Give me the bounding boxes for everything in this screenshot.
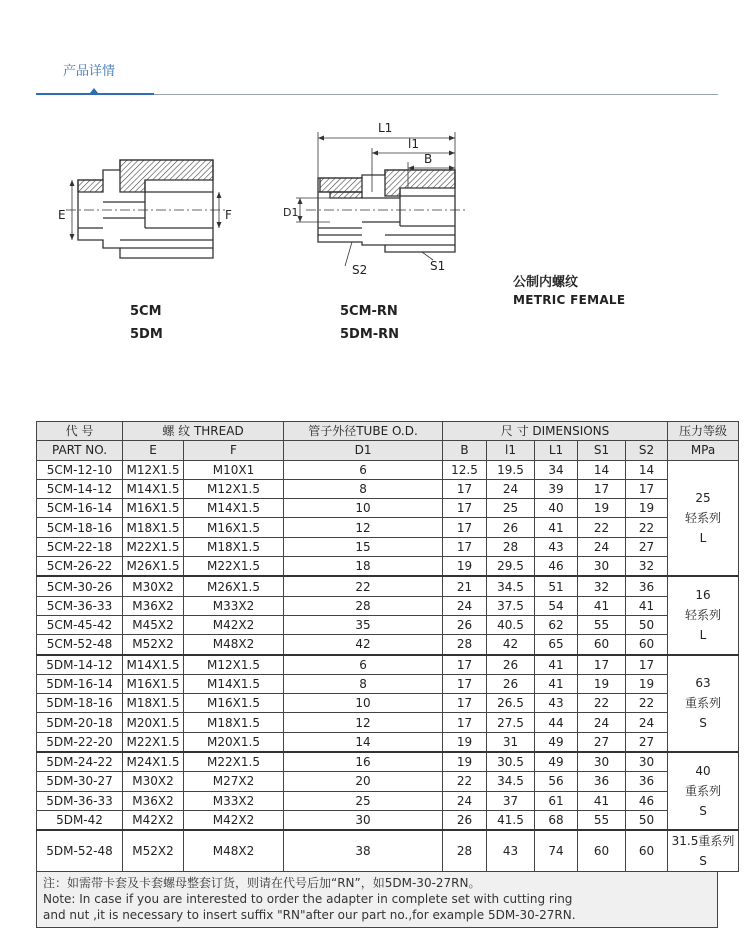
table-cell: 17 [443, 479, 487, 498]
header-accent-bar [36, 93, 154, 95]
table-cell: 28 [443, 830, 487, 872]
col-part-no: PART NO. [37, 441, 123, 460]
table-cell: 38 [284, 830, 443, 872]
table-cell: 41 [535, 674, 578, 693]
table-row [37, 752, 739, 772]
table-cell: 26.5 [487, 694, 535, 713]
note-en-line-1: Note: In case if you are interested to order the adapter in complete set with cutting ring [43, 892, 573, 907]
table-cell: M48X2 [184, 635, 284, 655]
table-cell: 49 [535, 732, 578, 752]
col-tube-header: 管子外径TUBE O.D. [284, 422, 443, 441]
table-cell: M10X1 [184, 460, 284, 479]
table-cell: 5CM-16-14 [37, 499, 123, 518]
table-cell: 5DM-24-22 [37, 752, 123, 772]
dim-label-s2: S2 [352, 263, 368, 277]
table-cell: 39 [535, 479, 578, 498]
pressure-grade-line: 40 [695, 764, 711, 779]
table-cell: 27 [626, 537, 668, 556]
pressure-grade-line: S [699, 804, 707, 819]
table-cell: 19 [626, 499, 668, 518]
table-cell: M16X1.5 [184, 694, 284, 713]
table-row [37, 694, 739, 713]
table-cell: 36 [626, 576, 668, 596]
pressure-grade-line: S [699, 716, 707, 731]
pressure-grade-line: L [699, 530, 707, 545]
fitting-left-drawing [66, 160, 228, 258]
table-cell: 27 [578, 732, 626, 752]
table-cell: 60 [626, 635, 668, 655]
pressure-grade-line: 重系列 [685, 784, 722, 799]
table-cell: M14X1.5 [123, 655, 184, 675]
pressure-grade-cell [668, 752, 739, 830]
section-title: 产品详情 [63, 64, 116, 79]
table-cell: 5DM-18-16 [37, 694, 123, 713]
table-cell: M36X2 [123, 596, 184, 615]
table-cell: 5CM-12-10 [37, 460, 123, 479]
table-cell: 40 [535, 499, 578, 518]
table-cell: 43 [535, 537, 578, 556]
col-e: E [123, 441, 184, 460]
table-row [37, 713, 739, 732]
thread-type-title-en: METRIC FEMALE [513, 293, 626, 307]
table-cell: M18X1.5 [123, 518, 184, 537]
table-cell: 46 [535, 557, 578, 577]
table-cell: 24 [443, 596, 487, 615]
table-cell: 43 [535, 694, 578, 713]
table-cell: 6 [284, 460, 443, 479]
table-cell: 41.5 [487, 810, 535, 830]
table-cell: 8 [284, 479, 443, 498]
table-cell: M24X1.5 [123, 752, 184, 772]
table-row [37, 518, 739, 537]
table-row [37, 479, 739, 498]
table-cell: 65 [535, 635, 578, 655]
table-cell: 17 [443, 537, 487, 556]
table-cell: 5DM-14-12 [37, 655, 123, 675]
table-cell: 19.5 [487, 460, 535, 479]
table-cell: 34.5 [487, 772, 535, 791]
table-cell: 27 [626, 732, 668, 752]
dim-label-e: E [58, 208, 66, 222]
table-cell: M42X2 [123, 810, 184, 830]
table-cell: 17 [443, 674, 487, 693]
table-cell: 5CM-26-22 [37, 557, 123, 577]
table-cell: 74 [535, 830, 578, 872]
dim-label-d1: D1 [283, 206, 299, 219]
table-cell: 34.5 [487, 576, 535, 596]
table-cell: 27.5 [487, 713, 535, 732]
col-code-header: 代 号 [37, 422, 123, 441]
table-row [37, 499, 739, 518]
table-cell: 28 [284, 596, 443, 615]
table-cell: 24 [578, 537, 626, 556]
table-cell: 60 [578, 635, 626, 655]
note-cn: 注：如需带卡套及卡套螺母整套订货，则请在代号后加“RN”，如5DM-30-27RN。 [43, 876, 481, 891]
table-cell: M18X1.5 [123, 694, 184, 713]
table-cell: 5DM-36-33 [37, 791, 123, 810]
table-cell: M14X1.5 [184, 674, 284, 693]
table-cell: 43 [487, 830, 535, 872]
table-row [37, 576, 739, 596]
table-cell: 19 [626, 674, 668, 693]
table-cell: 19 [443, 752, 487, 772]
table-cell: 28 [443, 635, 487, 655]
table-cell: 30 [578, 752, 626, 772]
table-cell: 5DM-20-18 [37, 713, 123, 732]
table-cell: M12X1.5 [184, 479, 284, 498]
table-cell: M12X1.5 [184, 655, 284, 675]
table-cell: 22 [578, 694, 626, 713]
table-cell: M16X1.5 [123, 499, 184, 518]
table-row [37, 772, 739, 791]
table-cell: 41 [626, 596, 668, 615]
col-l1-lower: l1 [487, 441, 535, 460]
table-cell: 12.5 [443, 460, 487, 479]
header-row-1 [37, 422, 739, 441]
table-cell: 32 [578, 576, 626, 596]
col-f: F [184, 441, 284, 460]
table-cell: 36 [626, 772, 668, 791]
spec-table-wrapper [36, 421, 735, 928]
table-cell: M42X2 [184, 615, 284, 634]
table-cell: 55 [578, 810, 626, 830]
table-cell: M22X1.5 [123, 537, 184, 556]
table-cell: 19 [578, 674, 626, 693]
table-cell: M33X2 [184, 596, 284, 615]
table-cell: 32 [626, 557, 668, 577]
table-cell: 26 [487, 674, 535, 693]
table-cell: 26 [443, 615, 487, 634]
table-row [37, 674, 739, 693]
table-cell: 36 [578, 772, 626, 791]
col-dimensions-header: 尺 寸 DIMENSIONS [443, 422, 668, 441]
table-row [37, 615, 739, 634]
table-row [37, 791, 739, 810]
table-cell: 5CM-22-18 [37, 537, 123, 556]
pressure-grade-line: 25 [695, 490, 711, 505]
table-cell: 24 [578, 713, 626, 732]
table-cell: 42 [284, 635, 443, 655]
table-cell: 30 [578, 557, 626, 577]
table-cell: 22 [578, 518, 626, 537]
table-cell: 5CM-36-33 [37, 596, 123, 615]
table-cell: 5DM-30-27 [37, 772, 123, 791]
table-cell: M14X1.5 [184, 499, 284, 518]
table-cell: 62 [535, 615, 578, 634]
table-cell: 41 [578, 596, 626, 615]
table-cell: 26 [487, 518, 535, 537]
table-cell: 25 [487, 499, 535, 518]
table-row [37, 635, 739, 655]
table-cell: 50 [626, 615, 668, 634]
pressure-grade-line: 轻系列 [685, 510, 722, 525]
fitting-right-drawing [296, 132, 468, 266]
dim-label-l1-lower: l1 [408, 137, 419, 151]
table-cell: 10 [284, 499, 443, 518]
table-cell: 16 [284, 752, 443, 772]
table-cell: 10 [284, 694, 443, 713]
table-row [37, 460, 739, 479]
model-label-5dm: 5DM [130, 327, 163, 342]
table-cell: 26 [443, 810, 487, 830]
table-cell: 60 [626, 830, 668, 872]
table-cell: 61 [535, 791, 578, 810]
table-cell: 37 [487, 791, 535, 810]
pressure-grade-line: 轻系列 [685, 608, 722, 623]
table-cell: M22X1.5 [184, 752, 284, 772]
spec-table [36, 421, 739, 872]
table-cell: 44 [535, 713, 578, 732]
table-cell: 12 [284, 713, 443, 732]
table-cell: M36X2 [123, 791, 184, 810]
table-cell: 41 [535, 518, 578, 537]
table-cell: 40.5 [487, 615, 535, 634]
table-cell: 28 [487, 537, 535, 556]
table-cell: M52X2 [123, 830, 184, 872]
header-row-2 [37, 441, 739, 460]
table-cell: 17 [443, 694, 487, 713]
table-cell: 14 [284, 732, 443, 752]
model-label-5dm-rn: 5DM-RN [340, 327, 400, 342]
table-cell: M33X2 [184, 791, 284, 810]
technical-drawing [0, 100, 750, 420]
table-row [37, 596, 739, 615]
col-d1: D1 [284, 441, 443, 460]
table-cell: 12 [284, 518, 443, 537]
pressure-grade-cell [668, 460, 739, 576]
table-cell: 31 [487, 732, 535, 752]
table-cell: 37.5 [487, 596, 535, 615]
table-cell: 5DM-16-14 [37, 674, 123, 693]
table-cell: 19 [443, 557, 487, 577]
table-cell: 56 [535, 772, 578, 791]
table-cell: 5CM-45-42 [37, 615, 123, 634]
table-cell: 22 [626, 694, 668, 713]
table-cell: M48X2 [184, 830, 284, 872]
table-cell: 51 [535, 576, 578, 596]
table-cell: M18X1.5 [184, 713, 284, 732]
table-row [37, 830, 739, 872]
header-pointer-icon [90, 88, 98, 93]
table-cell: 15 [284, 537, 443, 556]
table-cell: 24 [626, 713, 668, 732]
table-cell: 54 [535, 596, 578, 615]
dim-label-s1: S1 [430, 259, 446, 273]
table-cell: 30 [284, 810, 443, 830]
table-cell: 5CM-52-48 [37, 635, 123, 655]
table-cell: 5CM-18-16 [37, 518, 123, 537]
table-cell: 5CM-14-12 [37, 479, 123, 498]
table-cell: 5DM-42 [37, 810, 123, 830]
table-cell: M20X1.5 [184, 732, 284, 752]
table-cell: 50 [626, 810, 668, 830]
col-s2: S2 [626, 441, 668, 460]
table-row [37, 557, 739, 577]
col-mpa: MPa [668, 441, 739, 460]
table-cell: 29.5 [487, 557, 535, 577]
table-cell: M45X2 [123, 615, 184, 634]
table-cell: 22 [443, 772, 487, 791]
table-cell: 60 [578, 830, 626, 872]
table-cell: 42 [487, 635, 535, 655]
table-cell: M20X1.5 [123, 713, 184, 732]
table-cell: 17 [578, 479, 626, 498]
col-b: B [443, 441, 487, 460]
table-cell: M14X1.5 [123, 479, 184, 498]
table-cell: 19 [443, 732, 487, 752]
col-pressure-header: 压力等级 [668, 422, 739, 441]
table-cell: 68 [535, 810, 578, 830]
table-cell: 17 [578, 655, 626, 675]
pressure-grade-line: L [699, 628, 707, 643]
table-cell: 30.5 [487, 752, 535, 772]
table-row [37, 810, 739, 830]
table-cell: M16X1.5 [184, 518, 284, 537]
pressure-grade-line: 31.5重系列S [671, 834, 735, 869]
table-cell: 20 [284, 772, 443, 791]
dim-label-l1-upper: L1 [378, 121, 393, 135]
table-cell: 6 [284, 655, 443, 675]
table-cell: 17 [626, 479, 668, 498]
table-cell: 49 [535, 752, 578, 772]
col-l1-upper: L1 [535, 441, 578, 460]
table-row [37, 732, 739, 752]
table-cell: 41 [578, 791, 626, 810]
pressure-grade-line: 16 [695, 588, 711, 603]
pressure-grade-cell [668, 830, 739, 872]
table-cell: M26X1.5 [184, 576, 284, 596]
note-en-line-2: and nut ,it is necessary to insert suffix "RN"after our part no.,for example 5DM-30-27RN. [43, 908, 576, 923]
table-cell: 24 [487, 479, 535, 498]
table-cell: 46 [626, 791, 668, 810]
table-cell: 21 [443, 576, 487, 596]
table-cell: 17 [443, 655, 487, 675]
table-cell: 24 [443, 791, 487, 810]
table-cell: 5CM-30-26 [37, 576, 123, 596]
table-cell: M18X1.5 [184, 537, 284, 556]
table-cell: 30 [626, 752, 668, 772]
table-cell: M27X2 [184, 772, 284, 791]
table-cell: M42X2 [184, 810, 284, 830]
thread-type-title-cn: 公制内螺纹 [513, 275, 579, 290]
table-cell: 8 [284, 674, 443, 693]
table-cell: 5DM-22-20 [37, 732, 123, 752]
table-cell: 26 [487, 655, 535, 675]
table-cell: 17 [443, 713, 487, 732]
table-row [37, 655, 739, 675]
table-cell: 41 [535, 655, 578, 675]
table-cell: M52X2 [123, 635, 184, 655]
table-cell: 22 [626, 518, 668, 537]
table-cell: 14 [626, 460, 668, 479]
col-thread-header: 螺 纹 THREAD [123, 422, 284, 441]
col-s1: S1 [578, 441, 626, 460]
table-cell: 19 [578, 499, 626, 518]
table-cell: 25 [284, 791, 443, 810]
table-cell: 34 [535, 460, 578, 479]
table-cell: M26X1.5 [123, 557, 184, 577]
pressure-grade-cell [668, 655, 739, 752]
table-cell: 5DM-52-48 [37, 830, 123, 872]
table-cell: M12X1.5 [123, 460, 184, 479]
dim-label-f: F [225, 208, 232, 222]
pressure-grade-cell [668, 576, 739, 654]
pressure-grade-line: 63 [695, 676, 711, 691]
spec-table-body [37, 460, 739, 872]
table-cell: 18 [284, 557, 443, 577]
table-cell: 17 [443, 518, 487, 537]
table-cell: 17 [626, 655, 668, 675]
table-cell: 22 [284, 576, 443, 596]
table-cell: M22X1.5 [123, 732, 184, 752]
table-cell: 35 [284, 615, 443, 634]
table-cell: M22X1.5 [184, 557, 284, 577]
table-cell: 55 [578, 615, 626, 634]
order-note [36, 872, 718, 928]
table-cell: M30X2 [123, 772, 184, 791]
dim-label-b: B [424, 152, 433, 166]
table-cell: 14 [578, 460, 626, 479]
model-label-5cm: 5CM [130, 304, 162, 319]
table-cell: M16X1.5 [123, 674, 184, 693]
table-row [37, 537, 739, 556]
pressure-grade-line: 重系列 [685, 696, 722, 711]
table-cell: M30X2 [123, 576, 184, 596]
table-cell: 17 [443, 499, 487, 518]
model-label-5cm-rn: 5CM-RN [340, 304, 398, 319]
